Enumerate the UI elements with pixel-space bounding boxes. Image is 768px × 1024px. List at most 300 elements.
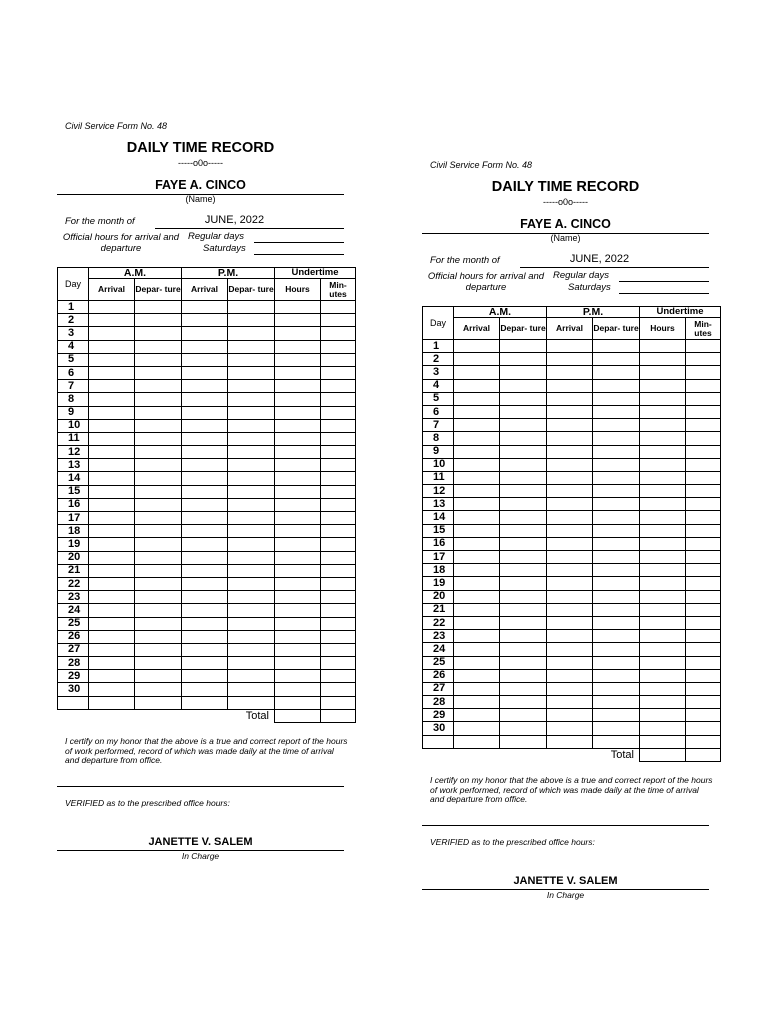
time-entry-cell[interactable] [275, 485, 321, 498]
time-entry-cell[interactable] [135, 643, 182, 656]
time-entry-cell[interactable] [686, 511, 721, 524]
time-entry-cell[interactable] [500, 405, 547, 418]
time-entry-cell[interactable] [454, 709, 500, 722]
time-entry-cell[interactable] [640, 379, 686, 392]
time-entry-cell[interactable] [321, 498, 356, 511]
time-entry-cell[interactable] [547, 379, 593, 392]
time-entry-cell[interactable] [547, 656, 593, 669]
time-entry-cell[interactable] [500, 590, 547, 603]
time-entry-cell[interactable] [500, 630, 547, 643]
time-entry-cell[interactable] [500, 511, 547, 524]
time-entry-cell[interactable] [686, 432, 721, 445]
time-entry-cell[interactable] [275, 432, 321, 445]
time-entry-cell[interactable] [454, 590, 500, 603]
time-entry-cell[interactable] [135, 657, 182, 670]
time-entry-cell[interactable] [686, 551, 721, 564]
time-entry-cell[interactable] [454, 511, 500, 524]
time-entry-cell[interactable] [89, 393, 135, 406]
time-entry-cell[interactable] [89, 498, 135, 511]
time-entry-cell[interactable] [182, 657, 228, 670]
time-entry-cell[interactable] [500, 537, 547, 550]
time-entry-cell[interactable] [275, 577, 321, 590]
time-entry-cell[interactable] [182, 393, 228, 406]
time-entry-cell[interactable] [593, 471, 640, 484]
time-entry-cell[interactable] [321, 340, 356, 353]
time-entry-cell[interactable] [547, 709, 593, 722]
time-entry-cell[interactable] [640, 392, 686, 405]
total-cell[interactable] [321, 709, 356, 722]
time-entry-cell[interactable] [640, 616, 686, 629]
time-entry-cell[interactable] [321, 670, 356, 683]
time-entry-cell[interactable] [500, 340, 547, 353]
time-entry-cell[interactable] [547, 616, 593, 629]
time-entry-cell[interactable] [135, 472, 182, 485]
time-entry-cell[interactable] [228, 498, 275, 511]
time-entry-cell[interactable] [593, 696, 640, 709]
time-entry-cell[interactable] [547, 590, 593, 603]
time-entry-cell[interactable] [182, 683, 228, 696]
time-entry-cell[interactable] [454, 445, 500, 458]
time-entry-cell[interactable] [228, 366, 275, 379]
time-entry-cell[interactable] [640, 485, 686, 498]
time-entry-cell[interactable] [593, 577, 640, 590]
time-entry-cell[interactable] [640, 682, 686, 695]
time-entry-cell[interactable] [182, 301, 228, 314]
time-entry-cell[interactable] [547, 577, 593, 590]
time-entry-cell[interactable] [321, 538, 356, 551]
time-entry-cell[interactable] [454, 669, 500, 682]
time-entry-cell[interactable] [454, 643, 500, 656]
time-entry-cell[interactable] [135, 551, 182, 564]
time-entry-cell[interactable] [500, 485, 547, 498]
time-entry-cell[interactable] [454, 537, 500, 550]
time-entry-cell[interactable] [228, 591, 275, 604]
time-entry-cell[interactable] [640, 405, 686, 418]
time-entry-cell[interactable] [275, 472, 321, 485]
time-entry-cell[interactable] [640, 656, 686, 669]
time-entry-cell[interactable] [686, 366, 721, 379]
time-entry-cell[interactable] [454, 419, 500, 432]
time-entry-cell[interactable] [640, 511, 686, 524]
time-entry-cell[interactable] [321, 380, 356, 393]
time-entry-cell[interactable] [454, 471, 500, 484]
time-entry-cell[interactable] [593, 643, 640, 656]
time-entry-cell[interactable] [640, 353, 686, 366]
time-entry-cell[interactable] [500, 551, 547, 564]
time-entry-cell[interactable] [228, 657, 275, 670]
time-entry-cell[interactable] [89, 366, 135, 379]
time-entry-cell[interactable] [182, 643, 228, 656]
time-entry-cell[interactable] [228, 301, 275, 314]
time-entry-cell[interactable] [89, 419, 135, 432]
time-entry-cell[interactable] [275, 380, 321, 393]
time-entry-cell[interactable] [547, 445, 593, 458]
time-entry-cell[interactable] [275, 419, 321, 432]
time-entry-cell[interactable] [89, 472, 135, 485]
time-entry-cell[interactable] [228, 380, 275, 393]
time-entry-cell[interactable] [89, 604, 135, 617]
time-entry-cell[interactable] [135, 670, 182, 683]
time-entry-cell[interactable] [89, 538, 135, 551]
time-entry-cell[interactable] [228, 459, 275, 472]
time-entry-cell[interactable] [182, 459, 228, 472]
time-entry-cell[interactable] [593, 340, 640, 353]
time-entry-cell[interactable] [89, 683, 135, 696]
time-entry-cell[interactable] [228, 314, 275, 327]
time-entry-cell[interactable] [321, 485, 356, 498]
time-entry-cell[interactable] [454, 485, 500, 498]
time-entry-cell[interactable] [547, 603, 593, 616]
time-entry-cell[interactable] [500, 471, 547, 484]
time-entry-cell[interactable] [593, 353, 640, 366]
time-entry-cell[interactable] [500, 445, 547, 458]
time-entry-cell[interactable] [640, 643, 686, 656]
time-entry-cell[interactable] [182, 670, 228, 683]
time-entry-cell[interactable] [135, 630, 182, 643]
time-entry-cell[interactable] [89, 459, 135, 472]
time-entry-cell[interactable] [182, 340, 228, 353]
time-entry-cell[interactable] [135, 683, 182, 696]
time-entry-cell[interactable] [135, 525, 182, 538]
time-entry-cell[interactable] [686, 419, 721, 432]
time-entry-cell[interactable] [454, 392, 500, 405]
time-entry-cell[interactable] [686, 630, 721, 643]
time-entry-cell[interactable] [89, 630, 135, 643]
time-entry-cell[interactable] [228, 446, 275, 459]
time-entry-cell[interactable] [135, 340, 182, 353]
time-entry-cell[interactable] [228, 353, 275, 366]
time-entry-cell[interactable] [547, 696, 593, 709]
time-entry-cell[interactable] [321, 366, 356, 379]
time-entry-cell[interactable] [321, 577, 356, 590]
time-entry-cell[interactable] [500, 524, 547, 537]
time-entry-cell[interactable] [135, 485, 182, 498]
time-entry-cell[interactable] [135, 538, 182, 551]
time-entry-cell[interactable] [500, 458, 547, 471]
time-entry-cell[interactable] [640, 590, 686, 603]
time-entry-cell[interactable] [135, 327, 182, 340]
time-entry-cell[interactable] [593, 524, 640, 537]
time-entry-cell[interactable] [275, 366, 321, 379]
time-entry-cell[interactable] [686, 590, 721, 603]
time-entry-cell[interactable] [275, 564, 321, 577]
time-entry-cell[interactable] [321, 393, 356, 406]
time-entry-cell[interactable] [182, 406, 228, 419]
time-entry-cell[interactable] [182, 564, 228, 577]
time-entry-cell[interactable] [135, 406, 182, 419]
time-entry-cell[interactable] [500, 643, 547, 656]
time-entry-cell[interactable] [321, 353, 356, 366]
time-entry-cell[interactable] [321, 314, 356, 327]
time-entry-cell[interactable] [228, 419, 275, 432]
time-entry-cell[interactable] [275, 604, 321, 617]
time-entry-cell[interactable] [593, 682, 640, 695]
time-entry-cell[interactable] [228, 525, 275, 538]
time-entry-cell[interactable] [321, 683, 356, 696]
time-entry-cell[interactable] [454, 564, 500, 577]
time-entry-cell[interactable] [686, 709, 721, 722]
time-entry-cell[interactable] [89, 525, 135, 538]
time-entry-cell[interactable] [500, 577, 547, 590]
time-entry-cell[interactable] [686, 564, 721, 577]
time-entry-cell[interactable] [593, 485, 640, 498]
time-entry-cell[interactable] [228, 643, 275, 656]
time-entry-cell[interactable] [321, 604, 356, 617]
time-entry-cell[interactable] [547, 458, 593, 471]
time-entry-cell[interactable] [686, 471, 721, 484]
time-entry-cell[interactable] [275, 551, 321, 564]
time-entry-cell[interactable] [547, 537, 593, 550]
time-entry-cell[interactable] [640, 696, 686, 709]
time-entry-cell[interactable] [640, 340, 686, 353]
time-entry-cell[interactable] [454, 366, 500, 379]
time-entry-cell[interactable] [228, 327, 275, 340]
time-entry-cell[interactable] [593, 432, 640, 445]
time-entry-cell[interactable] [640, 524, 686, 537]
time-entry-cell[interactable] [686, 643, 721, 656]
time-entry-cell[interactable] [182, 577, 228, 590]
time-entry-cell[interactable] [500, 709, 547, 722]
time-entry-cell[interactable] [228, 577, 275, 590]
time-entry-cell[interactable] [275, 683, 321, 696]
time-entry-cell[interactable] [547, 471, 593, 484]
time-entry-cell[interactable] [275, 657, 321, 670]
time-entry-cell[interactable] [182, 604, 228, 617]
total-cell[interactable] [640, 748, 686, 761]
time-entry-cell[interactable] [275, 301, 321, 314]
time-entry-cell[interactable] [686, 696, 721, 709]
time-entry-cell[interactable] [500, 682, 547, 695]
time-entry-cell[interactable] [182, 432, 228, 445]
time-entry-cell[interactable] [275, 406, 321, 419]
time-entry-cell[interactable] [500, 498, 547, 511]
time-entry-cell[interactable] [547, 722, 593, 735]
time-entry-cell[interactable] [547, 485, 593, 498]
time-entry-cell[interactable] [135, 366, 182, 379]
time-entry-cell[interactable] [89, 314, 135, 327]
time-entry-cell[interactable] [275, 327, 321, 340]
time-entry-cell[interactable] [454, 524, 500, 537]
time-entry-cell[interactable] [500, 419, 547, 432]
time-entry-cell[interactable] [593, 498, 640, 511]
time-entry-cell[interactable] [275, 525, 321, 538]
time-entry-cell[interactable] [500, 366, 547, 379]
time-entry-cell[interactable] [686, 682, 721, 695]
time-entry-cell[interactable] [321, 406, 356, 419]
time-entry-cell[interactable] [640, 419, 686, 432]
time-entry-cell[interactable] [500, 392, 547, 405]
time-entry-cell[interactable] [228, 406, 275, 419]
time-entry-cell[interactable] [454, 379, 500, 392]
time-entry-cell[interactable] [321, 419, 356, 432]
time-entry-cell[interactable] [275, 498, 321, 511]
time-entry-cell[interactable] [686, 603, 721, 616]
time-entry-cell[interactable] [182, 419, 228, 432]
time-entry-cell[interactable] [686, 656, 721, 669]
time-entry-cell[interactable] [593, 709, 640, 722]
time-entry-cell[interactable] [135, 577, 182, 590]
time-entry-cell[interactable] [89, 446, 135, 459]
time-entry-cell[interactable] [89, 551, 135, 564]
time-entry-cell[interactable] [454, 603, 500, 616]
time-entry-cell[interactable] [182, 353, 228, 366]
time-entry-cell[interactable] [547, 564, 593, 577]
time-entry-cell[interactable] [182, 485, 228, 498]
time-entry-cell[interactable] [686, 392, 721, 405]
time-entry-cell[interactable] [321, 657, 356, 670]
time-entry-cell[interactable] [500, 669, 547, 682]
time-entry-cell[interactable] [686, 616, 721, 629]
time-entry-cell[interactable] [228, 432, 275, 445]
time-entry-cell[interactable] [135, 419, 182, 432]
time-entry-cell[interactable] [500, 616, 547, 629]
time-entry-cell[interactable] [547, 682, 593, 695]
time-entry-cell[interactable] [89, 577, 135, 590]
time-entry-cell[interactable] [89, 301, 135, 314]
time-entry-cell[interactable] [593, 616, 640, 629]
time-entry-cell[interactable] [640, 537, 686, 550]
time-entry-cell[interactable] [275, 314, 321, 327]
time-entry-cell[interactable] [454, 498, 500, 511]
time-entry-cell[interactable] [275, 538, 321, 551]
time-entry-cell[interactable] [228, 538, 275, 551]
time-entry-cell[interactable] [135, 301, 182, 314]
time-entry-cell[interactable] [135, 591, 182, 604]
time-entry-cell[interactable] [593, 419, 640, 432]
time-entry-cell[interactable] [547, 405, 593, 418]
time-entry-cell[interactable] [686, 405, 721, 418]
time-entry-cell[interactable] [321, 551, 356, 564]
time-entry-cell[interactable] [135, 604, 182, 617]
total-cell[interactable] [275, 709, 321, 722]
time-entry-cell[interactable] [593, 366, 640, 379]
time-entry-cell[interactable] [547, 643, 593, 656]
time-entry-cell[interactable] [89, 617, 135, 630]
time-entry-cell[interactable] [593, 656, 640, 669]
time-entry-cell[interactable] [454, 458, 500, 471]
time-entry-cell[interactable] [321, 525, 356, 538]
time-entry-cell[interactable] [547, 511, 593, 524]
time-entry-cell[interactable] [593, 392, 640, 405]
time-entry-cell[interactable] [89, 643, 135, 656]
time-entry-cell[interactable] [454, 353, 500, 366]
time-entry-cell[interactable] [135, 617, 182, 630]
time-entry-cell[interactable] [182, 446, 228, 459]
time-entry-cell[interactable] [321, 459, 356, 472]
time-entry-cell[interactable] [547, 630, 593, 643]
time-entry-cell[interactable] [89, 340, 135, 353]
time-entry-cell[interactable] [593, 603, 640, 616]
time-entry-cell[interactable] [275, 393, 321, 406]
time-entry-cell[interactable] [89, 657, 135, 670]
time-entry-cell[interactable] [135, 314, 182, 327]
time-entry-cell[interactable] [275, 617, 321, 630]
time-entry-cell[interactable] [640, 432, 686, 445]
time-entry-cell[interactable] [321, 327, 356, 340]
time-entry-cell[interactable] [547, 353, 593, 366]
time-entry-cell[interactable] [275, 446, 321, 459]
time-entry-cell[interactable] [454, 432, 500, 445]
time-entry-cell[interactable] [228, 551, 275, 564]
time-entry-cell[interactable] [686, 537, 721, 550]
time-entry-cell[interactable] [321, 630, 356, 643]
time-entry-cell[interactable] [640, 603, 686, 616]
time-entry-cell[interactable] [89, 406, 135, 419]
time-entry-cell[interactable] [500, 696, 547, 709]
time-entry-cell[interactable] [135, 393, 182, 406]
time-entry-cell[interactable] [454, 656, 500, 669]
time-entry-cell[interactable] [640, 709, 686, 722]
time-entry-cell[interactable] [454, 722, 500, 735]
time-entry-cell[interactable] [321, 512, 356, 525]
time-entry-cell[interactable] [228, 472, 275, 485]
time-entry-cell[interactable] [593, 551, 640, 564]
time-entry-cell[interactable] [640, 366, 686, 379]
time-entry-cell[interactable] [321, 617, 356, 630]
time-entry-cell[interactable] [500, 353, 547, 366]
time-entry-cell[interactable] [640, 445, 686, 458]
time-entry-cell[interactable] [593, 564, 640, 577]
time-entry-cell[interactable] [228, 485, 275, 498]
time-entry-cell[interactable] [686, 445, 721, 458]
time-entry-cell[interactable] [275, 512, 321, 525]
time-entry-cell[interactable] [686, 722, 721, 735]
time-entry-cell[interactable] [640, 669, 686, 682]
time-entry-cell[interactable] [182, 538, 228, 551]
time-entry-cell[interactable] [686, 498, 721, 511]
time-entry-cell[interactable] [593, 379, 640, 392]
time-entry-cell[interactable] [228, 683, 275, 696]
time-entry-cell[interactable] [135, 432, 182, 445]
time-entry-cell[interactable] [228, 340, 275, 353]
time-entry-cell[interactable] [135, 380, 182, 393]
time-entry-cell[interactable] [135, 446, 182, 459]
time-entry-cell[interactable] [454, 551, 500, 564]
time-entry-cell[interactable] [275, 459, 321, 472]
time-entry-cell[interactable] [275, 643, 321, 656]
time-entry-cell[interactable] [182, 498, 228, 511]
time-entry-cell[interactable] [593, 511, 640, 524]
time-entry-cell[interactable] [640, 577, 686, 590]
time-entry-cell[interactable] [547, 669, 593, 682]
time-entry-cell[interactable] [321, 564, 356, 577]
time-entry-cell[interactable] [321, 446, 356, 459]
time-entry-cell[interactable] [547, 340, 593, 353]
time-entry-cell[interactable] [500, 564, 547, 577]
time-entry-cell[interactable] [89, 564, 135, 577]
time-entry-cell[interactable] [640, 471, 686, 484]
time-entry-cell[interactable] [640, 551, 686, 564]
time-entry-cell[interactable] [547, 498, 593, 511]
time-entry-cell[interactable] [89, 670, 135, 683]
time-entry-cell[interactable] [686, 379, 721, 392]
time-entry-cell[interactable] [454, 696, 500, 709]
time-entry-cell[interactable] [640, 564, 686, 577]
time-entry-cell[interactable] [640, 498, 686, 511]
time-entry-cell[interactable] [89, 485, 135, 498]
time-entry-cell[interactable] [89, 591, 135, 604]
time-entry-cell[interactable] [182, 327, 228, 340]
time-entry-cell[interactable] [686, 353, 721, 366]
time-entry-cell[interactable] [89, 353, 135, 366]
time-entry-cell[interactable] [135, 459, 182, 472]
time-entry-cell[interactable] [275, 670, 321, 683]
time-entry-cell[interactable] [182, 630, 228, 643]
total-cell[interactable] [686, 748, 721, 761]
time-entry-cell[interactable] [454, 682, 500, 695]
time-entry-cell[interactable] [547, 392, 593, 405]
time-entry-cell[interactable] [135, 564, 182, 577]
